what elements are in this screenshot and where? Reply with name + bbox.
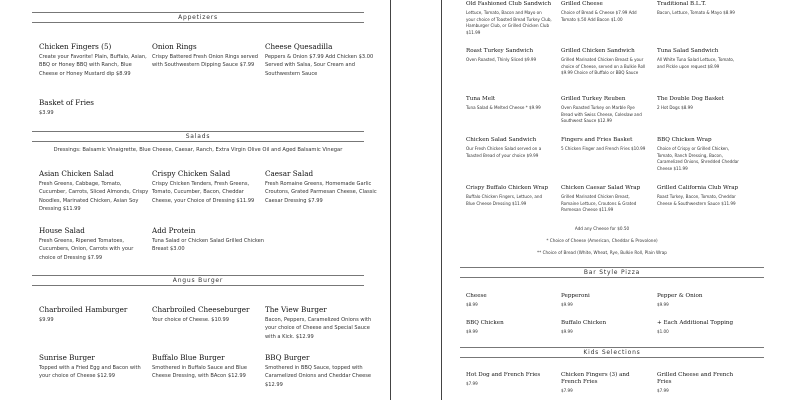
section-header-bar-style-pizza <box>460 267 764 278</box>
item-description: $8.99 <box>466 302 478 307</box>
menu-item <box>657 372 743 395</box>
menu-item <box>152 42 264 70</box>
item-name: Cheese <box>466 293 487 299</box>
item-description: $9.99 <box>561 302 573 307</box>
item-name: Buffalo Chicken <box>561 320 607 326</box>
menu-item <box>39 169 151 214</box>
item-name: Traditional B.L.T. <box>657 1 707 7</box>
menu-item <box>265 42 377 78</box>
section-title: Appetizers <box>178 14 218 21</box>
menu-item <box>657 293 743 309</box>
item-name: Grilled Chicken Sandwich <box>561 48 635 54</box>
item-description: All White Tuna Salad Lettuce, Tomato, and Pickle upon request $8.99 <box>657 57 735 69</box>
section-header-kids-selections <box>460 347 764 358</box>
item-name: BBQ Burger <box>265 353 310 362</box>
item-name: Pepper & Onion <box>657 293 703 299</box>
section-title: Angus Burger <box>172 277 224 284</box>
item-name: Grilled Cheese <box>561 1 603 7</box>
menu-page-left <box>0 0 391 400</box>
menu-item <box>466 320 552 336</box>
item-name: Caesar Salad <box>265 169 314 178</box>
item-name: Cheese Quesadilla <box>265 42 333 51</box>
item-description: Choice of Bread & Cheese $7.99 Add Tomato $.50 Add Bacon $1.00 <box>561 10 637 22</box>
item-description: Our Fresh Chicken Salad served on a Toasted Bread of your choice $9.99 <box>466 146 542 158</box>
item-description: Fresh Greens, Cabbage, Tomato, Cucumber, Carrots, Sliced Almonds, Crispy Noodles, Marinated Chicken, Asian Soy Dressing $11.99 <box>39 181 149 213</box>
item-description: $3.99 <box>39 110 54 116</box>
item-name: Tuna Salad Sandwich <box>657 48 719 54</box>
item-description: $7.99 <box>466 381 478 386</box>
item-name: Grilled California Club Wrap <box>657 185 739 191</box>
item-description: Your choice of Cheese. $10.99 <box>152 317 230 323</box>
menu-item <box>657 137 743 173</box>
item-description: $7.99 <box>561 388 573 393</box>
item-description: $1.00 <box>657 329 669 334</box>
item-name: The Double Dog Basket <box>657 96 724 102</box>
item-name: Chicken Salad Sandwich <box>466 137 537 143</box>
bread-choice-note: ** Choice of Bread (White, Wheat, Rye, Bulkie Roll, Plain Wrap <box>537 250 667 255</box>
menu-item <box>466 137 552 159</box>
menu-item <box>657 185 743 207</box>
item-description: Tuna Salad or Chicken Salad Grilled Chicken Breast $3.00 <box>152 238 265 253</box>
item-description: Oven Roasted Turkey on Marble Rye Bread with Swiss Cheese, Coleslaw and Southwest Sauce $12.99 <box>561 105 642 124</box>
item-description: Roast Turkey, Bacon, Tomato, Cheddar Cheese & Southwestern Sauce $11.99 <box>657 194 736 206</box>
item-description: Topped with a Fried Egg and Bacon with your choice of Cheese $12.99 <box>39 365 141 380</box>
menu-item <box>39 42 151 78</box>
section-title: Bar Style Pizza <box>583 269 641 276</box>
menu-page-right <box>441 0 800 400</box>
item-name: Chicken Fingers (3) and French Fries <box>561 372 630 385</box>
item-name: Charbroiled Cheeseburger <box>152 305 250 314</box>
menu-item <box>466 293 552 309</box>
item-description: Crispy Chicken Tenders, Fresh Greens, Tomato, Cucumber, Bacon, Cheddar Cheese, your Choice of Dressing $11.99 <box>152 181 255 204</box>
item-description: Create your Favorite! Plain, Buffalo, Asian, BBQ or Honey BBQ with Ranch, Blue Cheese or Honey Mustard dip $8.99 <box>39 54 147 77</box>
menu-item <box>657 48 743 70</box>
menu-item <box>561 1 647 23</box>
item-name: Buffalo Blue Burger <box>152 353 225 362</box>
item-description: Peppers & Onion $7.99 Add Chicken $3.00 Served with Salsa, Sour Cream and Southwestern Sauce <box>265 54 374 77</box>
menu-item <box>466 48 552 64</box>
item-name: Charbroiled Hamburger <box>39 305 128 314</box>
section-header-salads <box>32 131 364 142</box>
section-header-angus-burger <box>32 275 364 286</box>
item-name: Sunrise Burger <box>39 353 95 362</box>
item-name: The View Burger <box>265 305 327 314</box>
menu-item <box>39 98 151 117</box>
menu-item <box>265 169 377 205</box>
item-name: + Each Additional Topping <box>657 320 734 326</box>
item-description: Tuna Salad & Melted Cheese * $9.99 <box>466 105 541 110</box>
item-description: Smothered in Buffalo Sauce and Blue Cheese Dressing, with BAcon $12.99 <box>152 365 248 380</box>
item-description: $9.99 <box>561 329 573 334</box>
item-description: Bacon, Peppers, Caramelized Onions with your choice of Cheese and Special Sauce with a Kick. $12.99 <box>265 317 372 340</box>
item-name: Chicken Fingers (5) <box>39 42 112 51</box>
item-name: Basket of Fries <box>39 98 94 107</box>
menu-item <box>657 96 743 112</box>
item-name: Add Protein <box>152 226 196 235</box>
menu-item <box>466 96 552 112</box>
item-description: Grilled Marinated Chicken Breast, Romaine Lettuce, Croutons & Grated Parmesan Cheese $11.99 <box>561 194 637 213</box>
menu-item <box>152 353 264 381</box>
item-name: Hot Dog and French Fries <box>466 372 541 378</box>
menu-item <box>561 372 647 395</box>
cheese-addon-note: Add any Cheese for $0.50 <box>574 226 630 231</box>
section-title: Kids Selections <box>583 349 641 356</box>
item-name: Asian Chicken Salad <box>39 169 114 178</box>
page-gutter <box>391 0 440 400</box>
item-name: Crispy Chicken Salad <box>152 169 231 178</box>
item-description: $7.99 <box>657 388 669 393</box>
section-header-appetizers <box>32 12 364 23</box>
item-description: Grilled Marinated Chicken Breast & your choice of Cheese, served on a Bulkie Roll $9.99 Choice of Buffalo or BBQ Sauce <box>561 57 646 76</box>
menu-item <box>466 372 552 388</box>
item-name: Roast Turkey Sandwich <box>466 48 534 54</box>
menu-item <box>561 320 647 336</box>
cheese-choice-note: * Choice of Cheese (American, Cheddar & Provolone) <box>546 238 658 243</box>
item-name: Fingers and Fries Basket <box>561 137 633 143</box>
item-name: House Salad <box>39 226 85 235</box>
menu-item <box>561 185 647 214</box>
item-description: 5 Chicken Finger and French Fries $10.99 <box>561 146 646 151</box>
item-name: Grilled Cheese and French Fries <box>657 372 734 385</box>
item-description: Oven Roasted, Thinly Sliced $9.99 <box>466 57 537 62</box>
menu-item <box>466 1 552 37</box>
item-description: Bacon, Lettuce, Tomato & Mayo $8.99 <box>657 10 735 15</box>
item-name: Crispy Buffalo Chicken Wrap <box>466 185 549 191</box>
item-name: Grilled Turkey Reuben <box>561 96 626 102</box>
menu-item <box>39 305 151 324</box>
menu-item <box>561 96 647 125</box>
item-name: Onion Rings <box>152 42 197 51</box>
menu-item <box>152 305 264 324</box>
item-description: Lettuce, Tomato, Bacon and Mayo on your choice of Toasted Bread Turkey Club, Hamburger Club, or Grilled Chicken Club $11.99 <box>466 10 552 36</box>
menu-item <box>39 353 151 381</box>
menu-item <box>657 320 743 336</box>
item-name: Tuna Melt <box>466 96 496 102</box>
item-description: Smothered in BBQ Sauce, topped with Caramelized Onions and Cheddar Cheese $12.99 <box>265 365 372 388</box>
item-description: Fresh Romaine Greens, Homemade Garlic Croutons, Grated Parmesan Cheese, Classic Caesar Dressing $7.99 <box>265 181 377 204</box>
item-description: $9.99 <box>657 302 669 307</box>
item-name: Pepperoni <box>561 293 590 299</box>
section-title: Salads <box>185 133 211 140</box>
menu-item <box>561 293 647 309</box>
menu-item <box>265 353 377 389</box>
menu-item <box>265 305 377 341</box>
item-name: Chicken Caesar Salad Wrap <box>561 185 641 191</box>
menu-item <box>152 169 264 205</box>
menu-item <box>657 1 743 17</box>
item-description: $9.99 <box>39 317 54 323</box>
item-description: Choice of Crispy or Grilled Chicken, Tomato, Ranch Dressing, Bacon, Caramelized Onions, Shredded Cheddar Cheese $11.99 <box>657 146 739 172</box>
menu-item <box>39 226 151 262</box>
item-name: BBQ Chicken <box>466 320 504 326</box>
item-name: Old Fashioned Club Sandwich <box>466 1 552 7</box>
item-description: Crispy Battered Fresh Onion Rings served with Southwestern Dipping Sauce $7.99 <box>152 54 259 69</box>
item-description: Buffalo Chicken Fingers, Lettuce, and Blue Cheese Dressing $11.99 <box>466 194 543 206</box>
dressings-note: Dressings: Balsamic Vinaigrette, Blue Cheese, Caesar, Ranch, Extra Virgin Olive Oil and Aged Balsamic Vinegar <box>53 147 343 153</box>
menu-item <box>152 226 264 254</box>
item-description: Fresh Greens, Ripened Tomatoes, Cucumbers, Onion, Carrots with your choice of Dressing $7.99 <box>39 238 134 261</box>
item-description: 2 Hot Dogs $8.99 <box>657 105 693 110</box>
item-description: $9.99 <box>466 329 478 334</box>
menu-item <box>561 48 647 77</box>
item-name: BBQ Chicken Wrap <box>657 137 712 143</box>
menu-item <box>561 137 647 153</box>
menu-item <box>466 185 552 207</box>
